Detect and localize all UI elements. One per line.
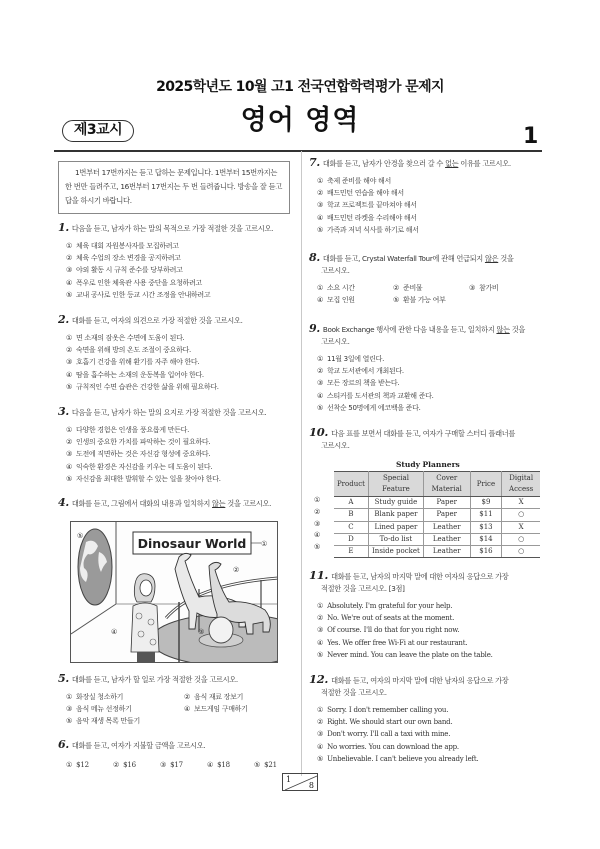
option-4[interactable]: ④ No worries. You can download the app. bbox=[317, 742, 459, 751]
option-1[interactable]: ① 화장실 청소하기 bbox=[66, 693, 124, 701]
option-4[interactable]: ④ 땀을 흡수하는 소재의 운동복을 입어야 한다. bbox=[66, 370, 204, 379]
option-4[interactable]: ④ 스티커를 도서관의 책과 교환해 준다. bbox=[317, 391, 434, 400]
option-5[interactable]: ⑤ 자신감을 최대한 발휘할 수 있는 일을 찾아야 한다. bbox=[66, 474, 221, 483]
option-2[interactable]: ② 준비물 bbox=[393, 284, 423, 292]
question-stem: 대화를 듣고, 여자의 마지막 말에 대한 남자의 응답으로 가장 bbox=[331, 676, 509, 685]
option-3[interactable]: ③ 도전에 직면하는 것은 자신감 형성에 중요하다. bbox=[66, 450, 211, 459]
question-4: 4. 대화를 듣고, 그림에서 대화의 내용과 일치하지 않는 것을 고르시오. bbox=[58, 496, 272, 509]
emphasis-underline: 않는 bbox=[212, 499, 226, 508]
question-stem: 다음을 듣고, 남자가 하는 말의 요지로 가장 적절한 것을 고르시오. bbox=[71, 408, 267, 417]
table-row: A Study guide Paper $9 X bbox=[334, 497, 540, 509]
option-1[interactable]: ① 체육 대회 자원봉사자를 모집하려고 bbox=[66, 242, 179, 250]
question-number: 9. bbox=[309, 322, 320, 335]
option-4[interactable]: ④ 모집 인원 bbox=[317, 296, 355, 305]
question-9: 9. Book Exchange 행사에 관한 다음 내용을 듣고, 일치하지 않는 것을 고르시오. ① 11월 3일에 열린다. ② 학교 도서관에서 개최된다. ③ 모든 장르의 책을 받는다. ④ 스티커를 도서관의 책과 교환해 준다. ⑤ 선착순 50명에게 에코백을 준다. bbox=[309, 323, 554, 414]
option-4[interactable]: ④ $18 bbox=[207, 761, 230, 769]
option-5[interactable]: ⑤ 가족과 저녁 식사를 하기로 해서 bbox=[317, 225, 419, 234]
option-3[interactable]: ③ 야외 활동 시 규칙 준수를 당부하려고 bbox=[66, 266, 183, 275]
option-4[interactable]: ④ Yes. We offer free Wi-Fi at our restaurant. bbox=[317, 638, 468, 647]
table-header-row bbox=[334, 472, 540, 497]
listening-notice-box bbox=[58, 161, 290, 214]
label-3: ③ bbox=[198, 628, 205, 636]
question-stem: 대화를 듣고, 여자의 의견으로 가장 적절한 것을 고르시오. bbox=[71, 316, 243, 325]
question-number: 2. bbox=[58, 313, 69, 326]
option-list bbox=[58, 332, 298, 393]
column-header: Digital Access bbox=[502, 472, 540, 497]
column-header: Price bbox=[470, 472, 502, 497]
option-3[interactable]: ③ 음식 메뉴 선정하기 bbox=[66, 705, 132, 714]
option-2[interactable]: ② $16 bbox=[113, 761, 136, 769]
option-5[interactable]: ⑤ 음악 재생 목록 만들기 bbox=[66, 717, 140, 726]
option-list bbox=[58, 424, 298, 485]
option-list bbox=[309, 353, 554, 414]
emphasis-underline: 않는 bbox=[496, 325, 510, 334]
row-mark-1[interactable]: ① bbox=[314, 496, 321, 504]
emphasis-underline: 않은 bbox=[484, 254, 499, 263]
option-2[interactable]: ② Right. We should start our own band. bbox=[317, 718, 453, 727]
question-1 bbox=[58, 222, 298, 301]
option-list bbox=[58, 759, 298, 771]
option-1[interactable]: ① 11월 3일에 열린다. bbox=[317, 355, 384, 363]
question-number: 4. bbox=[58, 496, 69, 509]
option-5[interactable]: ⑤ 선착순 50명에게 에코백을 준다. bbox=[317, 403, 421, 412]
question-5 bbox=[58, 673, 298, 728]
notice-text: 1번부터 17번까지는 듣고 답하는 문제입니다. 1번부터 15번까지는 한 번만 들려주고, 16번부터 17번지는 두 번 들려줍니다. 방송을 잘 듣고 답을 하시기 바랍니다. bbox=[65, 168, 283, 205]
question-12: 12. 대화를 듣고, 여자의 마지막 말에 대한 남자의 응답으로 가장 적절한 것을 고르시오. ① Sorry. I don't remember calling you. ② Right. We should start our own band. ③ Don't worry. I'll call a taxi with mine. ④ No worries. You can download the app. ⑤ Unbelievable. I can't believe you already left. bbox=[309, 673, 554, 765]
table-title: Study Planners bbox=[396, 460, 460, 469]
option-list bbox=[309, 704, 554, 765]
option-5[interactable]: ⑤ 규칙적인 수면 습관은 건강한 삶을 위해 필요하다. bbox=[66, 382, 219, 391]
label-2: ② bbox=[233, 566, 240, 574]
table-row: D To-do list Leather $14 ○ bbox=[334, 533, 540, 545]
option-1[interactable]: ① 다양한 경험은 인생을 풍요롭게 만든다. bbox=[66, 426, 190, 434]
table-row: C Lined paper Leather $13 X bbox=[334, 521, 540, 533]
table-row: E Inside pocket Leather $16 ○ bbox=[334, 546, 540, 558]
question-stem: 대화를 듣고, 남자의 마지막 말에 대한 여자의 응답으로 가장 bbox=[331, 572, 509, 581]
dinosaur-world-illustration bbox=[70, 521, 278, 663]
column-header: Special Feature bbox=[368, 472, 423, 497]
row-mark-4[interactable]: ④ bbox=[314, 531, 321, 540]
exam-subtitle: 2025학년도 10월 고1 전국연합학력평가 문제지 bbox=[156, 79, 444, 95]
question-number: 10. bbox=[309, 425, 329, 439]
total-pages: 8 bbox=[308, 781, 314, 790]
page-number: 1 bbox=[523, 124, 539, 149]
column-header: Product bbox=[334, 472, 368, 497]
emphasis-underline: 없는 bbox=[445, 159, 459, 168]
row-mark-2[interactable]: ② bbox=[314, 507, 321, 516]
option-4[interactable]: ④ 익숙한 환경은 자신감을 키우는 데 도움이 된다. bbox=[66, 462, 213, 471]
option-3[interactable]: ③ Of course. I'll do that for you right now. bbox=[317, 626, 460, 635]
option-1[interactable]: ① 축제 준비를 해야 해서 bbox=[317, 177, 391, 185]
question-stem: 다음 표를 보면서 대화를 듣고, 여자가 구매할 스터디 플래너를 bbox=[331, 429, 516, 438]
option-3[interactable]: ③ 호흡기 건강을 위해 환기를 자주 해야 한다. bbox=[66, 358, 200, 367]
option-4[interactable]: ④ 배드민턴 라켓을 수리해야 해서 bbox=[317, 213, 417, 222]
option-list bbox=[309, 175, 554, 236]
label-1: ① bbox=[261, 540, 268, 548]
row-mark-3[interactable]: ③ bbox=[314, 519, 321, 528]
option-5[interactable]: ⑤ $21 bbox=[254, 761, 277, 769]
option-list bbox=[58, 240, 298, 301]
column-header: Cover Material bbox=[423, 472, 470, 497]
option-2[interactable]: ② 음식 재료 장보기 bbox=[184, 693, 244, 701]
option-3[interactable]: ③ 참가비 bbox=[469, 284, 499, 292]
option-3[interactable]: ③ 학교 프로젝트를 끝마쳐야 해서 bbox=[317, 201, 417, 210]
question-number: 12. bbox=[309, 672, 329, 686]
option-2[interactable]: ② 배드민턴 연습을 해야 해서 bbox=[317, 189, 404, 198]
question-stem: 다음을 듣고, 남자가 하는 말의 목적으로 가장 적절한 것을 고르시오. bbox=[71, 224, 274, 233]
question-number: 3. bbox=[58, 405, 69, 418]
option-2[interactable]: ② 학교 도서관에서 개최된다. bbox=[317, 367, 404, 376]
question-8: 8. 대화를 듣고, Crystal Waterfall Tour에 관해 언급되지 않은 것을 고르시오. ① 소요 시간 ② 준비물 ③ 참가비 ④ 모집 인원 ⑤ 환불 가능 여부 bbox=[309, 252, 554, 306]
option-list bbox=[309, 282, 554, 306]
table-row: B Blank paper Paper $11 ○ bbox=[334, 509, 540, 521]
question-number: 1. bbox=[58, 221, 69, 234]
option-list bbox=[309, 600, 554, 661]
option-1[interactable]: ① Sorry. I don't remember calling you. bbox=[317, 706, 449, 714]
question-3 bbox=[58, 406, 298, 485]
option-5[interactable]: ⑤ Unbelievable. I can't believe you already left. bbox=[317, 754, 479, 763]
current-page: 1 bbox=[286, 775, 292, 784]
option-1[interactable]: ① $12 bbox=[66, 761, 89, 769]
option-2[interactable]: ② No. We're out of seats at the moment. bbox=[317, 614, 455, 623]
label-5: ⑤ bbox=[77, 532, 84, 540]
question-10: 10. 다음 표를 보면서 대화를 듣고, 여자가 구매할 스터디 플래너를 고르시오. bbox=[309, 425, 516, 450]
table-row-marks bbox=[314, 495, 320, 554]
option-1[interactable]: ① 소요 시간 bbox=[317, 284, 355, 292]
option-2[interactable]: ② 숙면을 위해 방의 온도 조절이 중요하다. bbox=[66, 346, 191, 355]
option-3[interactable]: ③ Don't worry. I'll call a taxi with mine. bbox=[317, 730, 451, 739]
study-planners-table bbox=[334, 471, 540, 558]
option-5[interactable]: ⑤ 환불 가능 여부 bbox=[393, 296, 446, 305]
option-1[interactable]: ① Absolutely. I'm grateful for your help. bbox=[317, 602, 453, 610]
question-2 bbox=[58, 314, 298, 393]
question-stem: 대화를 듣고, 여자가 지불할 금액을 고르시오. bbox=[71, 741, 206, 750]
row-mark-5[interactable]: ⑤ bbox=[314, 543, 321, 552]
question-number: 8. bbox=[309, 251, 320, 264]
option-4[interactable]: ④ 보드게임 구매하기 bbox=[184, 705, 248, 714]
option-3[interactable]: ③ $17 bbox=[160, 761, 183, 769]
question-number: 7. bbox=[309, 156, 320, 169]
sign-text: Dinosaur World bbox=[137, 536, 247, 551]
question-stem: 대화를 듣고, 남자가 할 일로 가장 적절한 것을 고르시오. bbox=[71, 675, 238, 684]
option-2[interactable]: ② 체육 수업의 장소 변경을 공지하려고 bbox=[66, 254, 181, 263]
page-indicator bbox=[282, 773, 318, 791]
question-7: 7. 대화를 듣고, 남자가 안경을 찾으러 갈 수 없는 이유를 고르시오. ① 축제 준비를 해야 해서 ② 배드민턴 연습을 해야 해서 ③ 학교 프로젝트를 끝마쳐야 해서 ④ 배드민턴 라켓을 수리해야 해서 ⑤ 가족과 저녁 식사를 하기로 해서 bbox=[309, 157, 554, 236]
option-4[interactable]: ④ 폭우로 인한 체육관 사용 중단을 요청하려고 bbox=[66, 278, 202, 287]
option-1[interactable]: ① 면 소재의 잠옷은 수면에 도움이 된다. bbox=[66, 334, 185, 342]
illustration-drawing bbox=[71, 522, 278, 663]
question-11: 11. 대화를 듣고, 남자의 마지막 말에 대한 여자의 응답으로 가장 적절한 것을 고르시오. [3점] ① Absolutely. I'm grateful for your help. ② No. We're out of seats at the moment. ③ Of course. I'll do that for you right now. ④ Yes. We offer free Wi-Fi at our restaurant. ⑤ Never mind. You can leave the plate on the table. bbox=[309, 569, 554, 661]
question-number: 5. bbox=[58, 672, 69, 685]
question-6 bbox=[58, 739, 298, 771]
option-5[interactable]: ⑤ 교내 공사로 인한 등교 시간 조정을 안내하려고 bbox=[66, 290, 211, 299]
option-5[interactable]: ⑤ Never mind. You can leave the plate on the table. bbox=[317, 650, 493, 659]
option-2[interactable]: ② 인생의 중요한 가치를 파악하는 것이 필요하다. bbox=[66, 438, 211, 447]
option-3[interactable]: ③ 모든 장르의 책을 받는다. bbox=[317, 379, 400, 388]
question-number: 11. bbox=[309, 568, 329, 582]
period-badge: 제3교시 bbox=[62, 120, 134, 142]
label-4: ④ bbox=[111, 628, 118, 636]
question-number: 6. bbox=[58, 738, 69, 751]
column-divider bbox=[301, 151, 302, 776]
header-divider bbox=[54, 150, 542, 152]
exam-title: 영어 영역 bbox=[240, 105, 360, 136]
option-list bbox=[58, 691, 298, 728]
